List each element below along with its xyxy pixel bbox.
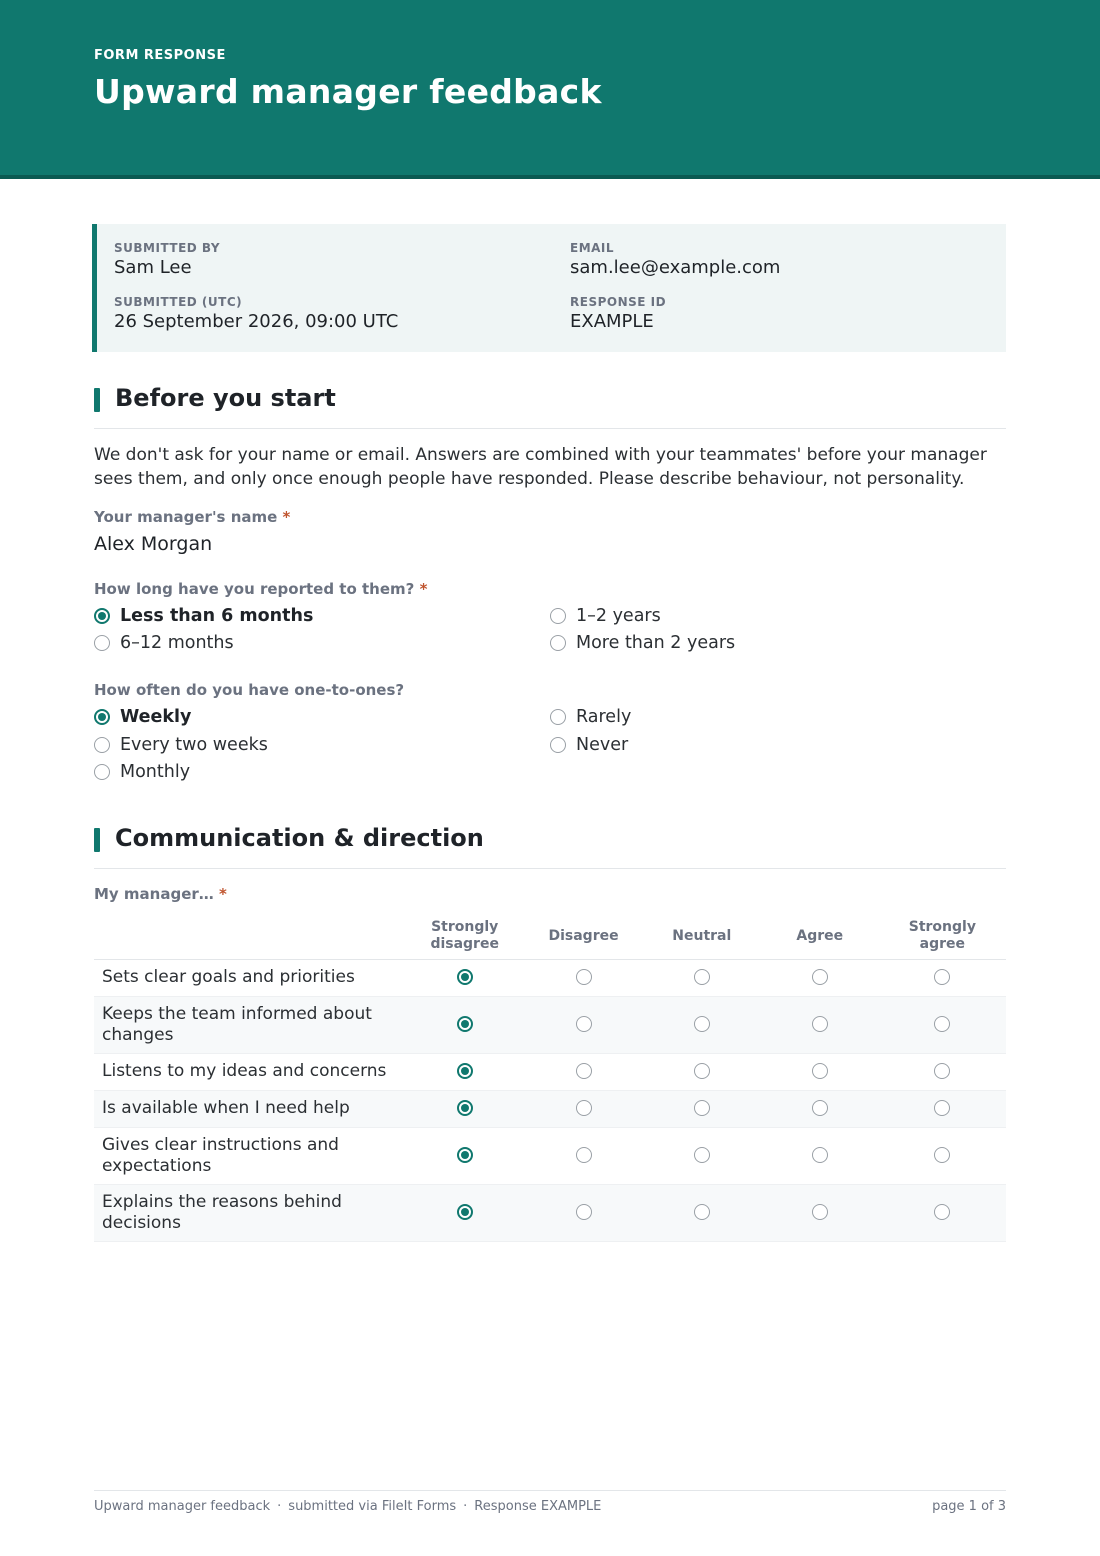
tenure-option-more-than-2-years[interactable] (550, 632, 735, 654)
radio-empty-icon[interactable] (812, 1147, 828, 1163)
matrix-row (94, 959, 1006, 996)
matrix-row-statement: Gives clear instructions and expectations (94, 1127, 405, 1184)
response-id-value: EXAMPLE (570, 311, 654, 332)
matrix-radio-cell[interactable] (524, 1053, 642, 1090)
one-to-one-question (94, 681, 404, 699)
one-to-one-option-weekly[interactable] (94, 706, 191, 728)
matrix-radio-cell[interactable] (879, 1090, 1006, 1127)
radio-empty-icon[interactable] (694, 1100, 710, 1116)
matrix-radio-cell[interactable] (761, 1090, 879, 1127)
column-header-disagree: Disagree (524, 914, 642, 959)
column-header-agree: Agree (761, 914, 879, 959)
radio-empty-icon[interactable] (694, 1016, 710, 1032)
option-label: 6–12 months (120, 633, 234, 653)
matrix-radio-cell[interactable] (761, 1184, 879, 1241)
required-marker: * (282, 508, 291, 526)
radio-empty-icon[interactable] (934, 1204, 950, 1220)
radio-empty-icon[interactable] (576, 1016, 592, 1032)
radio-empty-icon[interactable] (934, 1063, 950, 1079)
form-title: Upward manager feedback (94, 72, 602, 111)
footer-separator: · (277, 1499, 282, 1514)
email-label: EMAIL (570, 241, 615, 255)
tenure-question (94, 580, 427, 598)
matrix-row (94, 1090, 1006, 1127)
footer-response-id: Response EXAMPLE (474, 1499, 602, 1514)
footer-page-number: page 1 of 3 (932, 1499, 1006, 1514)
radio-empty-icon[interactable] (576, 1204, 592, 1220)
matrix-radio-cell[interactable] (879, 1127, 1006, 1184)
matrix-radio-cell[interactable] (405, 959, 524, 996)
required-marker: * (419, 580, 428, 598)
option-label: 1–2 years (576, 606, 661, 626)
radio-selected-icon (94, 709, 110, 725)
submitted-utc-field (114, 295, 398, 332)
radio-empty-icon (550, 608, 566, 624)
matrix-radio-cell[interactable] (524, 1127, 642, 1184)
matrix-row (94, 996, 1006, 1053)
matrix-corner-cell (94, 914, 405, 959)
manager-name-answer: Alex Morgan (94, 533, 213, 555)
submitted-by-label: SUBMITTED BY (114, 241, 221, 255)
column-header-strongly-disagree: Strongly disagree (405, 914, 524, 959)
radio-empty-icon (94, 737, 110, 753)
radio-empty-icon[interactable] (812, 1016, 828, 1032)
radio-selected-icon (94, 608, 110, 624)
matrix-radio-cell[interactable] (643, 959, 761, 996)
footer-submitted-via: submitted via FileIt Forms (288, 1499, 457, 1514)
radio-empty-icon[interactable] (934, 1100, 950, 1116)
matrix-question (94, 885, 227, 903)
option-label: Every two weeks (120, 735, 268, 755)
likert-matrix (94, 914, 1006, 1242)
matrix-radio-cell[interactable] (761, 1127, 879, 1184)
matrix-radio-cell[interactable] (643, 996, 761, 1053)
radio-empty-icon[interactable] (694, 1147, 710, 1163)
matrix-row (94, 1127, 1006, 1184)
radio-empty-icon (550, 709, 566, 725)
matrix-radio-cell[interactable] (643, 1090, 761, 1127)
matrix-radio-cell[interactable] (643, 1053, 761, 1090)
radio-empty-icon[interactable] (812, 969, 828, 985)
submitted-by-field (114, 241, 220, 278)
option-label: Weekly (120, 707, 192, 727)
radio-empty-icon[interactable] (694, 1063, 710, 1079)
email-field (570, 241, 780, 278)
matrix-radio-cell[interactable] (405, 1184, 524, 1241)
page-footer (94, 1490, 1006, 1514)
tenure-option-6-12-months[interactable] (94, 632, 234, 654)
footer-separator: · (463, 1499, 468, 1514)
tenure-option-less-than-6-months[interactable] (94, 605, 313, 627)
option-label: More than 2 years (576, 633, 736, 653)
matrix-row-statement: Explains the reasons behind decisions (94, 1184, 405, 1241)
radio-selected-icon[interactable] (457, 1016, 473, 1032)
response-id-field (570, 295, 666, 332)
column-header-neutral: Neutral (643, 914, 761, 959)
matrix-radio-cell[interactable] (761, 1053, 879, 1090)
matrix-radio-cell[interactable] (879, 1184, 1006, 1241)
option-label: Monthly (120, 762, 191, 782)
matrix-radio-cell[interactable] (879, 1053, 1006, 1090)
one-to-one-option-every-two-weeks[interactable] (94, 734, 268, 756)
question-label: My manager… (94, 885, 214, 903)
option-label: Rarely (576, 707, 632, 727)
matrix-row (94, 1184, 1006, 1241)
section-intro-text: We don't ask for your name or email. Answers are combined with your teammates' before your manager sees them, and only once enough people have responded. Please describe behaviour, not personality. (94, 445, 987, 489)
matrix-row-statement: Keeps the team informed about changes (94, 996, 405, 1053)
matrix-radio-cell[interactable] (405, 1090, 524, 1127)
radio-empty-icon[interactable] (934, 1147, 950, 1163)
radio-empty-icon[interactable] (812, 1204, 828, 1220)
matrix-radio-cell[interactable] (879, 959, 1006, 996)
matrix-radio-cell[interactable] (761, 959, 879, 996)
one-to-one-option-monthly[interactable] (94, 761, 190, 783)
matrix-radio-cell[interactable] (879, 996, 1006, 1053)
matrix-radio-cell[interactable] (405, 996, 524, 1053)
tenure-option-1-2-years[interactable] (550, 605, 661, 627)
matrix-radio-cell[interactable] (524, 1184, 642, 1241)
radio-empty-icon[interactable] (694, 969, 710, 985)
radio-selected-icon[interactable] (457, 1147, 473, 1163)
question-label: Your manager's name (94, 508, 278, 526)
radio-selected-icon[interactable] (457, 1204, 473, 1220)
radio-empty-icon[interactable] (812, 1100, 828, 1116)
matrix-row-statement: Sets clear goals and priorities (94, 959, 405, 996)
manager-name-question (94, 508, 290, 526)
option-label: Less than 6 months (120, 606, 314, 626)
radio-empty-icon (550, 635, 566, 651)
matrix-radio-cell[interactable] (643, 1127, 761, 1184)
matrix-row-statement: Listens to my ideas and concerns (94, 1053, 405, 1090)
matrix-radio-cell[interactable] (524, 996, 642, 1053)
radio-empty-icon[interactable] (934, 969, 950, 985)
matrix-row-statement: Is available when I need help (94, 1090, 405, 1127)
radio-empty-icon[interactable] (934, 1016, 950, 1032)
submitted-by-value: Sam Lee (114, 257, 192, 278)
matrix-row (94, 1053, 1006, 1090)
radio-selected-icon[interactable] (457, 969, 473, 985)
section-accent-bar (94, 828, 100, 852)
response-id-label: RESPONSE ID (570, 295, 667, 309)
matrix-radio-cell[interactable] (524, 959, 642, 996)
radio-empty-icon[interactable] (694, 1204, 710, 1220)
section-heading-before-you-start (94, 384, 1006, 429)
matrix-radio-cell[interactable] (761, 996, 879, 1053)
one-to-one-option-never[interactable] (550, 734, 628, 756)
radio-empty-icon[interactable] (576, 1063, 592, 1079)
option-label: Never (576, 735, 629, 755)
submission-meta-panel (92, 224, 1006, 352)
matrix-radio-cell[interactable] (405, 1053, 524, 1090)
matrix-radio-cell[interactable] (643, 1184, 761, 1241)
radio-empty-icon[interactable] (576, 969, 592, 985)
form-header (0, 0, 1100, 179)
matrix-radio-cell[interactable] (524, 1090, 642, 1127)
radio-empty-icon[interactable] (812, 1063, 828, 1079)
section-accent-bar (94, 388, 100, 412)
column-header-strongly-agree: Strongly agree (879, 914, 1006, 959)
matrix-header-row (94, 914, 1006, 959)
radio-empty-icon[interactable] (576, 1100, 592, 1116)
footer-form-name: Upward manager feedback (94, 1499, 271, 1514)
submitted-utc-value: 26 September 2026, 09:00 UTC (114, 311, 399, 332)
one-to-one-option-rarely[interactable] (550, 706, 631, 728)
matrix-radio-cell[interactable] (405, 1127, 524, 1184)
radio-empty-icon[interactable] (576, 1147, 592, 1163)
radio-selected-icon[interactable] (457, 1100, 473, 1116)
question-label: How long have you reported to them? (94, 580, 415, 598)
radio-empty-icon (94, 764, 110, 780)
section-title: Communication & direction (115, 824, 484, 852)
submitted-utc-label: SUBMITTED (UTC) (114, 295, 243, 309)
required-marker: * (219, 885, 227, 903)
email-value: sam.lee@example.com (570, 257, 781, 278)
question-label: How often do you have one-to-ones? (94, 681, 405, 699)
radio-empty-icon (94, 635, 110, 651)
section-title: Before you start (115, 384, 336, 412)
form-kicker: FORM RESPONSE (94, 48, 226, 63)
radio-selected-icon[interactable] (457, 1063, 473, 1079)
radio-empty-icon (550, 737, 566, 753)
section-heading-communication (94, 824, 1006, 869)
